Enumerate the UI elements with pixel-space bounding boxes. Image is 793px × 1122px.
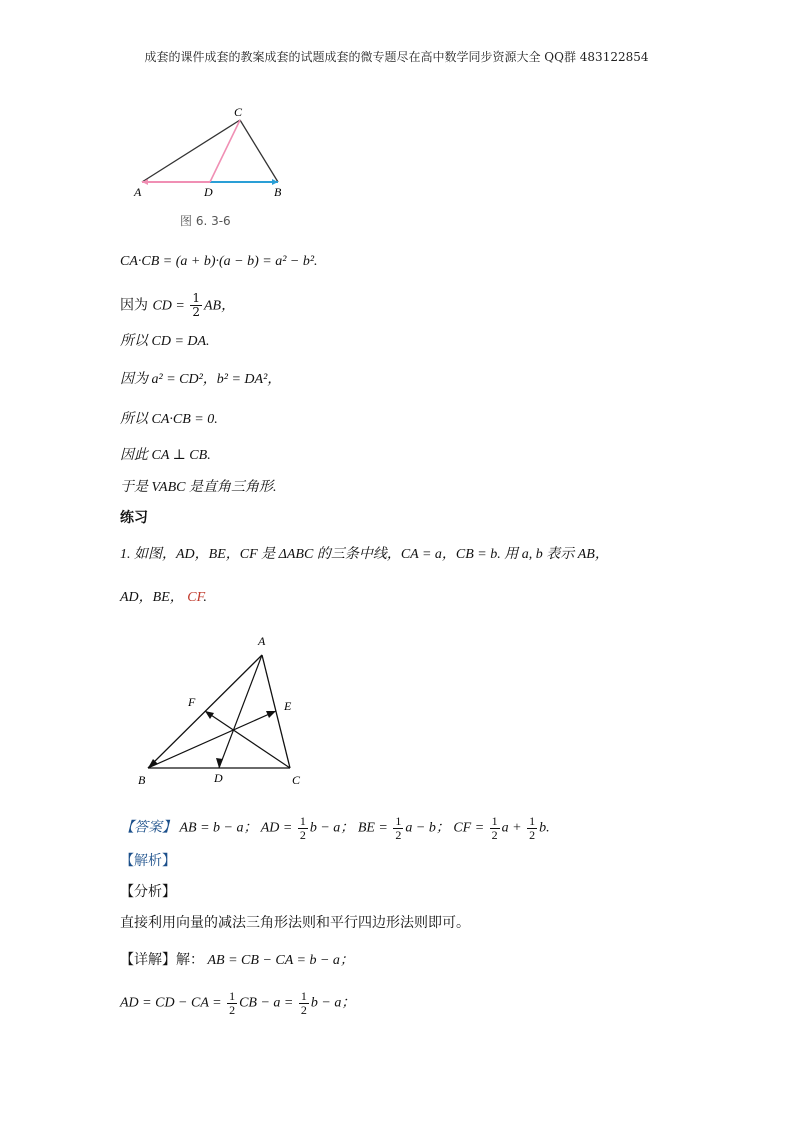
fraction-half: $\frac{1}{2}$	[229, 989, 236, 1017]
fraction-half: $\frac{1}{2}$	[395, 814, 402, 842]
section-title-practice: 练习	[120, 510, 148, 526]
answer-be-rest: a − b；	[405, 820, 450, 836]
line-right-triangle: 于是 VABC 是直角三角形.	[120, 480, 277, 495]
text-ab: AB，	[204, 298, 236, 314]
text-cf-red: CF	[187, 590, 204, 605]
detail-ab: AB = CB − CA = b − a；	[207, 953, 354, 968]
line-squares: 因为 a² = CD²，b² = DA²，	[120, 372, 282, 387]
answer-ad-rest: b − a；	[309, 820, 355, 836]
detail-ad-rest: b − a；	[310, 995, 356, 1011]
detail-line1	[120, 950, 354, 971]
fraction-half: $\frac{1}{2}$	[299, 814, 306, 842]
detail-ad: AD = CD − CA =	[120, 995, 226, 1011]
edge-cb	[240, 120, 278, 182]
label-b: B	[274, 185, 282, 199]
label-d: D	[214, 771, 223, 785]
arrow-e-icon	[266, 711, 276, 718]
label-e: E	[284, 699, 292, 713]
text-cd: CD =	[152, 298, 189, 314]
label-a: A	[258, 634, 266, 648]
answer-line	[120, 815, 550, 842]
detail-ad-mid: CB − a =	[239, 995, 297, 1011]
line-dot-zero: 所以 CA·CB = 0.	[120, 412, 218, 427]
analysis-subtag: 【分析】	[120, 884, 176, 900]
line-dot-product: CA·CB = (a + b)·(a − b) = a² − b².	[120, 254, 318, 269]
line-cd-half-ab	[120, 292, 235, 319]
figure1-caption: 图 6. 3-6	[180, 214, 231, 228]
exercise-1-line2	[120, 588, 207, 608]
median-ad	[219, 655, 262, 768]
arrow-f-icon	[205, 711, 214, 719]
answer-ad: AD =	[260, 820, 296, 836]
fraction-half: $\frac{1}{2}$	[529, 814, 536, 842]
figure-medians	[130, 630, 320, 790]
fraction-half: $\frac{1}{2}$	[192, 291, 200, 319]
label-b: B	[138, 773, 146, 787]
label-c: C	[234, 105, 243, 119]
text-because: 因为	[120, 297, 148, 314]
exercise-1-line1: 1. 如图，AD，BE，CF 是 ΔABC 的三条中线，CA = a，CB = b. 用 a, b 表示 AB，	[120, 547, 609, 562]
text-ad-be: AD，BE，	[120, 590, 184, 605]
answer-cf-mid: a +	[501, 820, 526, 836]
detail-tag: 【详解】解：	[120, 952, 204, 968]
label-d: D	[204, 185, 213, 199]
median-be	[148, 711, 276, 768]
fraction-half: $\frac{1}{2}$	[300, 989, 307, 1017]
answer-tag: 【答案】	[120, 819, 176, 836]
label-a: A	[134, 185, 142, 199]
answer-ab: AB = b − a；	[179, 820, 258, 836]
answer-cf: CF =	[453, 820, 488, 836]
line-cd-eq-da: 所以 CD = DA.	[120, 334, 210, 349]
fraction-half: $\frac{1}{2}$	[491, 814, 498, 842]
answer-cf-rest: b.	[539, 820, 550, 836]
detail-line2	[120, 990, 355, 1017]
analysis-tag: 【解析】	[120, 853, 176, 869]
analysis-text: 直接利用向量的减法三角形法则和平行四边形法则即可。	[120, 915, 470, 931]
arrow-d-icon	[216, 758, 223, 768]
label-f: F	[188, 695, 196, 709]
page-header: 成套的课件成套的教案成套的试题成套的微专题尽在高中数学同步资源大全 QQ群 483122854	[144, 50, 649, 64]
text-period: .	[203, 590, 207, 605]
label-c: C	[292, 773, 301, 787]
line-perpendicular: 因此 CA ⊥ CB.	[120, 448, 211, 463]
answer-be: BE =	[357, 820, 392, 836]
